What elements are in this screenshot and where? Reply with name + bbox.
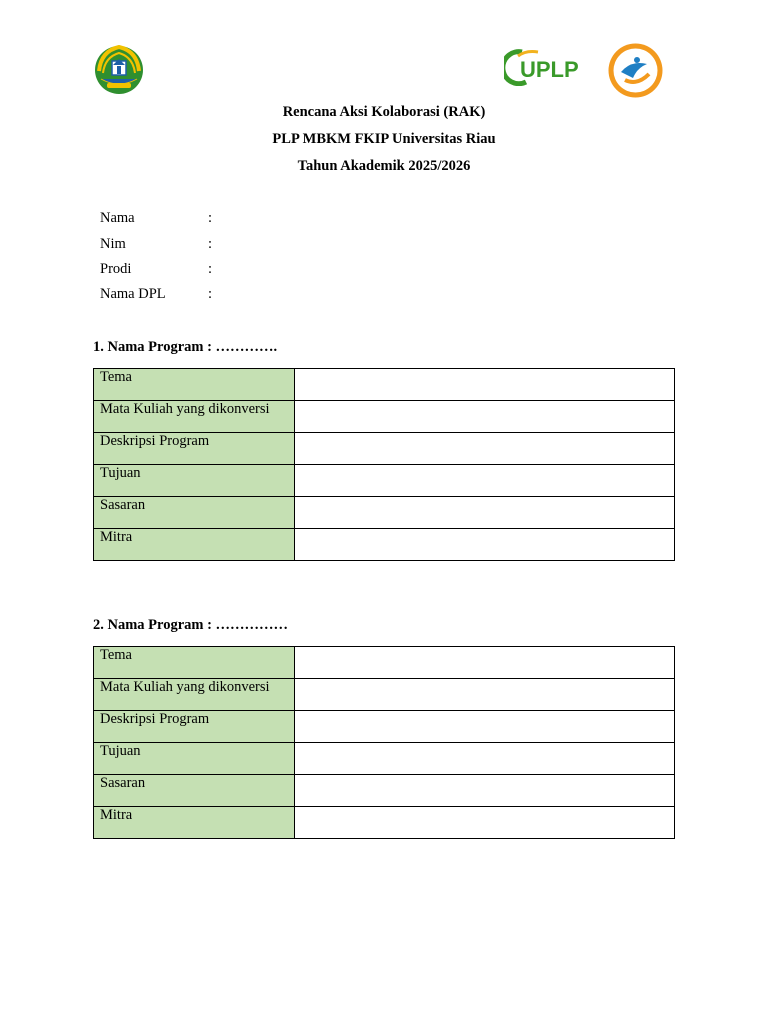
row-label: Tema (94, 369, 295, 401)
row-value-cell[interactable] (295, 775, 675, 807)
uplp-logo-text: UPLP (520, 57, 579, 82)
program-heading: 1. Nama Program : …………. (93, 339, 278, 355)
row-label: Mata Kuliah yang dikonversi (94, 401, 295, 433)
row-value-cell[interactable] (295, 743, 675, 775)
document-subtitle: PLP MBKM FKIP Universitas Riau (272, 131, 496, 147)
row-value-cell[interactable] (295, 369, 675, 401)
table-row (94, 529, 675, 561)
table-row (94, 743, 675, 775)
row-label: Mitra (94, 529, 295, 561)
table-row (94, 711, 675, 743)
row-label: Deskripsi Program (94, 711, 295, 743)
identity-colon: : (208, 261, 213, 277)
identity-colon: : (208, 236, 213, 252)
row-label: Tujuan (94, 465, 295, 497)
table-row (94, 465, 675, 497)
identity-label: Prodi (100, 261, 132, 277)
table-row (94, 807, 675, 839)
identity-label: Nama (100, 210, 135, 226)
row-value-cell[interactable] (295, 433, 675, 465)
row-label: Sasaran (94, 775, 295, 807)
row-label: Sasaran (94, 497, 295, 529)
identity-colon: : (208, 210, 213, 226)
table-row (94, 775, 675, 807)
identity-colon: : (208, 286, 213, 302)
table-row (94, 679, 675, 711)
table-row (94, 433, 675, 465)
uplp-logo-icon (504, 46, 602, 86)
program-table (93, 368, 675, 561)
row-value-cell[interactable] (295, 465, 675, 497)
row-label: Deskripsi Program (94, 433, 295, 465)
identity-label: Nama DPL (100, 286, 166, 302)
row-value-cell[interactable] (295, 807, 675, 839)
row-label: Mitra (94, 807, 295, 839)
row-value-cell[interactable] (295, 679, 675, 711)
row-value-cell[interactable] (295, 497, 675, 529)
table-row (94, 647, 675, 679)
table-row (94, 401, 675, 433)
table-row (94, 497, 675, 529)
academic-year: Tahun Akademik 2025/2026 (297, 158, 471, 174)
row-value-cell[interactable] (295, 529, 675, 561)
identity-label: Nim (100, 236, 126, 252)
program-table (93, 646, 675, 839)
program-heading: 2. Nama Program : …………… (93, 617, 289, 633)
document-title: Rencana Aksi Kolaborasi (RAK) (282, 104, 486, 120)
table-row (94, 369, 675, 401)
row-label: Mata Kuliah yang dikonversi (94, 679, 295, 711)
row-value-cell[interactable] (295, 647, 675, 679)
university-logo-icon (93, 43, 145, 95)
row-value-cell[interactable] (295, 401, 675, 433)
row-label: Tema (94, 647, 295, 679)
row-label: Tujuan (94, 743, 295, 775)
diktisaintek-logo-icon (607, 42, 664, 99)
row-value-cell[interactable] (295, 711, 675, 743)
